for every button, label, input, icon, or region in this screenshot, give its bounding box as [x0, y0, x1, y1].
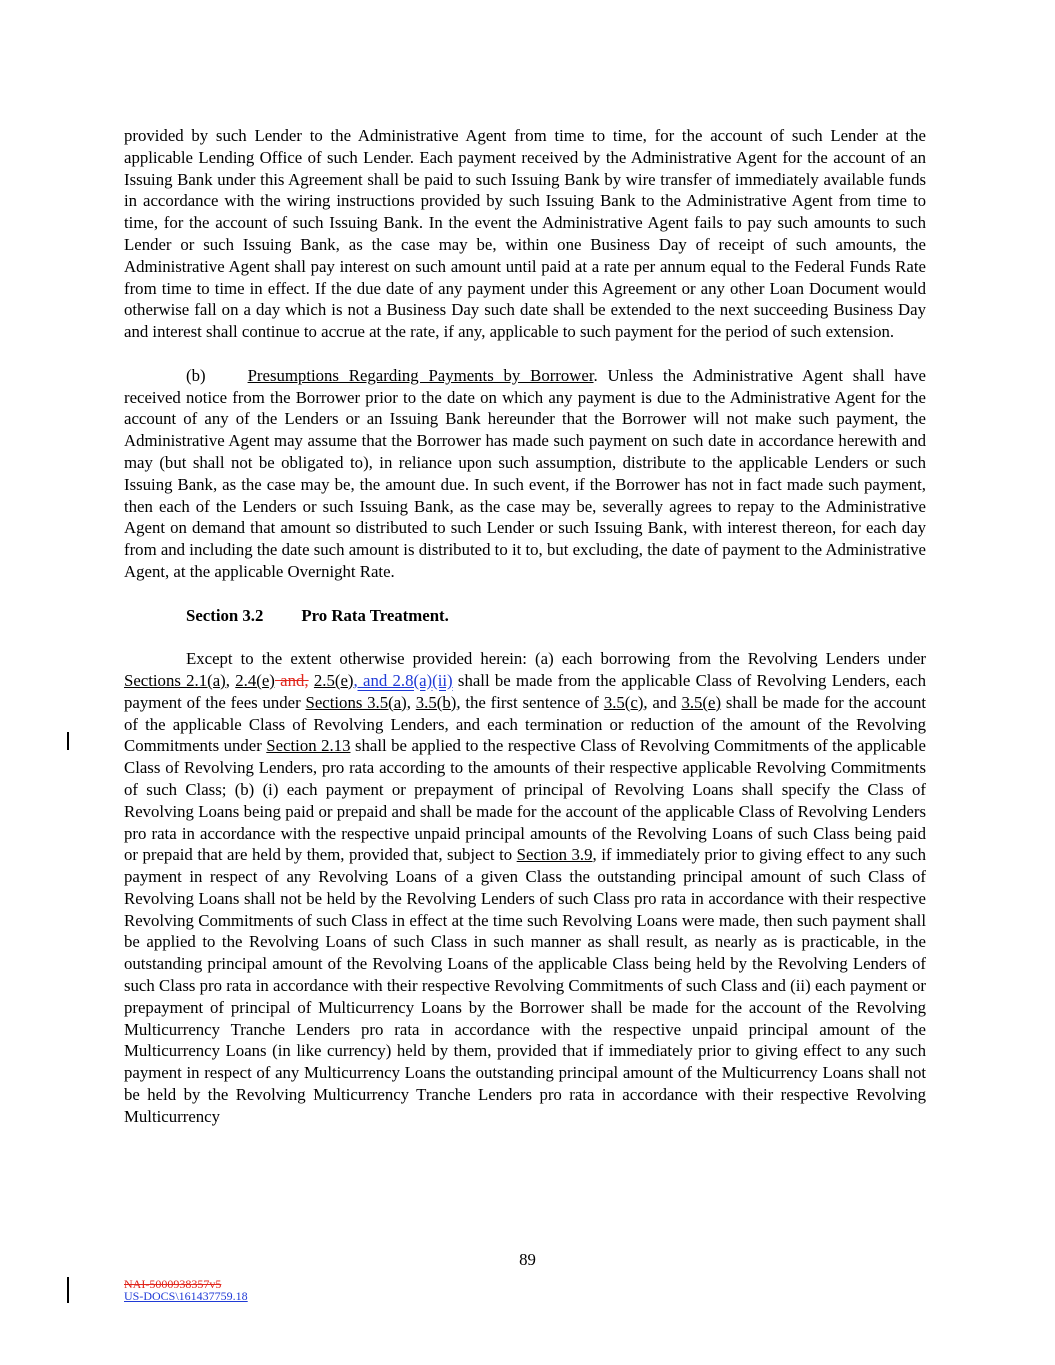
cross-reference: 3.5(c) — [603, 692, 644, 712]
text-run: shall be made from the applicable Class of Revolving Lenders, each payment of the fees under — [124, 670, 927, 712]
cross-reference: 2.4(e) — [235, 670, 275, 690]
paragraph-presumptions — [124, 365, 926, 583]
section-title: Pro Rata Treatment. — [301, 605, 449, 625]
text-run: , — [406, 692, 416, 712]
subsection-label: (b) — [186, 365, 206, 385]
paragraph-payment-distribution: provided by such Lender to the Administrative Agent from time to time, for the account of such Lender at the applicable Lending Office of such Lender. Each payment received by the Administrative Agent for the account of an Issuing Bank under this Agreement shall be paid to such Issuing Bank by wire transfer of immediately available funds in accordance with the wiring instructions provided by such Issuing Bank to the Administrative Agent from time to time, for the account of such Issuing Bank. In the event the Administrative Agent fails to pay such amounts to such Lender or such Issuing Bank, as the case may be, within one Business Day of receipt of such amounts, the Administrative Agent shall pay interest on such amount until paid at a rate per annum equal to the Federal Funds Rate from time to time in effect. If the due date of any payment under this Agreement or any other Loan Document would otherwise fall on a day which is not a Business Day such date shall be extended to the next succeeding Business Day and interest shall continue to accrue at the rate, if any, applicable to such payment for the period of such extension. — [124, 126, 926, 342]
text-run: shall be made for the account of the applicable Class of Revolving Lenders, and each termination or reduction of the amount of the Revolving Commitments under — [124, 692, 926, 756]
text-run: , the first sentence of — [456, 692, 604, 712]
subsection-body: . Unless the Administrative Agent shall have received notice from the Borrower prior to the date on which any payment is due to the Administrative Agent for the account of any of the Lenders or an Issuing Bank hereunder that the Borrower will not make such payment, the Administrative Agent may assume that the Borrower has made such payment on such date in accordance herewith and may (but shall not be obligated to), in reliance upon such assumption, distribute to the applicable Lenders or such Issuing Bank, as the case may be, the amount due. In such event, if the Borrower has not in fact made such payment, then each of the Lenders or such Issuing Bank, as the case may be, severally agrees to repay to the Administrative Agent on demand that amount so distributed to such Lender or such Issuing Bank, with interest thereon, for each day from and including the date such amount is distributed to it to, but excluding, the date of payment to the Administrative Agent, at the applicable Overnight Rate. — [124, 365, 926, 581]
inserted-document-id: US-DOCS\161437759.18 — [124, 1289, 248, 1303]
body-text — [124, 125, 926, 1128]
cross-reference: 3.5(e) — [681, 692, 722, 712]
section-heading — [124, 605, 926, 627]
deleted-document-id: NAI-5000938357v5 — [124, 1277, 222, 1291]
paragraph-pro-rata — [124, 648, 926, 1128]
deleted-text: and — [274, 670, 305, 690]
subsection-title: Presumptions Regarding Payments by Borrower — [247, 365, 594, 385]
text-run: shall be applied to the respective Class of Revolving Commitments of the applicable Class of Revolving Lenders, pro rata according to the amounts of their respective applicable Revolving Commitments of such Class; (b) (i) each payment or prepayment of principal of Revolving Loans shall specify the Class of Revolving Loans being paid or prepaid and shall be made for the account of the applicable Class of Revolving Lenders pro rata in accordance with the respective unpaid principal amounts of the Revolving Loans of such Class being paid or prepaid that are held by them, provided that, subject to — [124, 736, 926, 865]
cross-reference: 2.5(e) — [313, 670, 354, 690]
text-run: , — [225, 670, 236, 690]
page-number: 89 — [519, 1250, 536, 1269]
change-bar — [67, 732, 69, 750]
inserted-text: , and 2.8(a)(ii) — [353, 670, 453, 690]
cross-reference: Sections 3.5(a) — [305, 692, 407, 712]
section-number: Section 3.2 — [186, 605, 264, 625]
text-run: , and — [643, 692, 682, 712]
cross-reference: Section 3.9 — [516, 845, 593, 865]
deleted-text: , — [304, 670, 309, 690]
text-run: , if immediately prior to giving effect to any such payment in respect of any Revolving Loans of a given Class the outstanding principal amount of such Class of Revolving Loans shall not be held by the Revolving Lenders of such Class pro rata in accordance with their respective Revolving Commitments of such Class in effect at the time such Revolving Loans were made, then such payment shall be applied to the Revolving Loans of such Class in such manner as shall result, as nearly as is practicable, in the outstanding principal amount of the Revolving Loans of the applicable Class being held by the Revolving Lenders of such Class pro rata in accordance with their respective Revolving Commitments of such Class and (ii) each payment or prepayment of principal of Multicurrency Loans by the Borrower shall be made for the account of the Revolving Multicurrency Tranche Lenders pro rata in accordance with the respective unpaid principal amount of the Multicurrency Loans (in like currency) held by them, provided that if immediately prior to giving effect to any such payment in respect of any Multicurrency Loans the outstanding principal amount of the Multicurrency Loans shall not be held by the Revolving Multicurrency Tranche Lenders pro rata in accordance with their respective Revolving Multicurrency — [124, 845, 926, 1126]
cross-reference: 3.5(b) — [415, 692, 457, 712]
document-id-footer — [124, 1278, 248, 1302]
change-bar — [67, 1277, 69, 1303]
text-run: Except to the extent otherwise provided herein: (a) each borrowing from the Revolving Lenders under — [186, 649, 926, 669]
cross-reference: Section 2.13 — [266, 736, 351, 756]
cross-reference: Sections 2.1(a) — [124, 670, 226, 690]
